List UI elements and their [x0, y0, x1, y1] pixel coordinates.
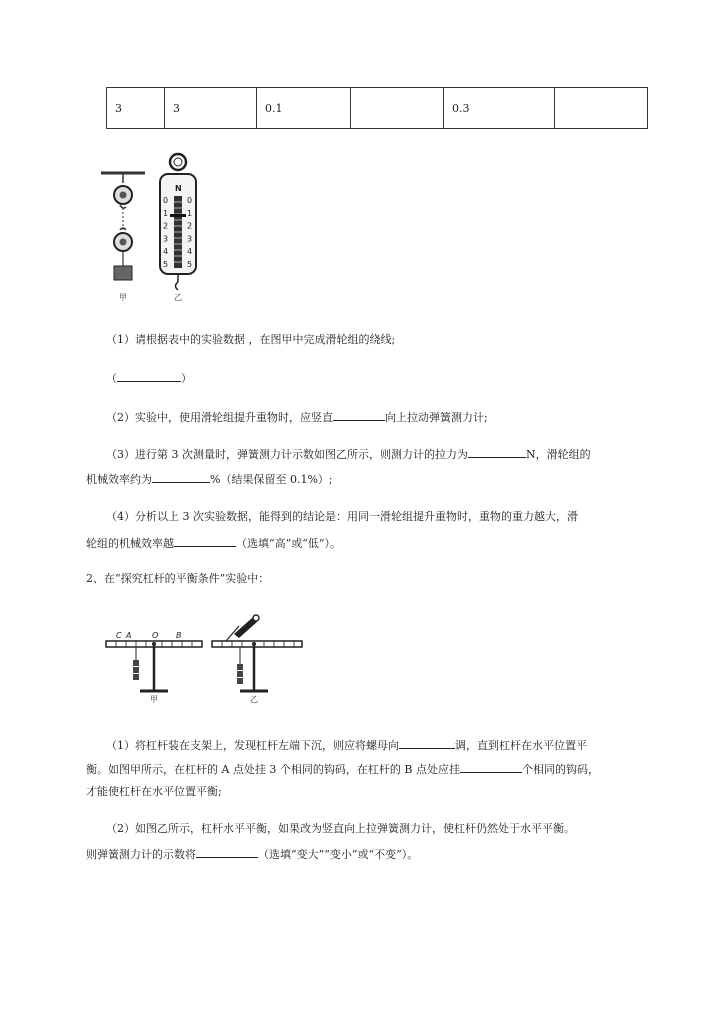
q1-part3-text: （3）进行第 3 次测量时，弹簧测力计示数如图乙所示，则测力计的拉力为: [106, 448, 468, 461]
scale-tick-label: 2: [163, 221, 169, 231]
q1-part3-line1: [106, 446, 591, 462]
answer-blank[interactable]: [117, 370, 181, 382]
q2-part1-line1: [106, 737, 587, 753]
q1-part3-text-unit: N，滑轮组的: [526, 448, 591, 461]
scale-tick-label: 3: [163, 234, 169, 244]
scale-tick-label: 4: [187, 247, 193, 257]
q1-part3-text-end: %（结果保留至 0.1%）;: [210, 473, 333, 486]
scale-tick-label: 5: [187, 260, 193, 269]
lever-label-jia: 甲: [150, 695, 158, 704]
point-label-o: O: [152, 631, 159, 640]
scale-tick-label: 0: [163, 196, 169, 205]
q2-part1-text-4: 个相同的钩码，: [522, 763, 600, 776]
answer-blank[interactable]: [333, 409, 385, 421]
q2-part2-line1: （2）如图乙所示，杠杆水平平衡，如果改为竖直向上拉弹簧测力计，使杠杆仍然处于水平平衡。: [106, 822, 575, 835]
q1-part3-text-2: 机械效率约为: [86, 473, 152, 486]
q2-part2-text-end: （选填“变大”“变小”或“不变”）。: [258, 848, 419, 861]
table-cell: [351, 88, 444, 129]
q1-part2-text: （2）实验中，使用滑轮组提升重物时，应竖直: [106, 411, 333, 424]
figure-label-yi: 乙: [174, 293, 182, 302]
answer-blank[interactable]: [399, 737, 455, 749]
q1-part1: （1）请根据表中的实验数据 ，在图甲中完成滑轮组的绕线;: [106, 333, 396, 346]
table-cell: 0.3: [444, 88, 555, 129]
scale-tick-label: 2: [187, 221, 193, 231]
lever-label-yi: 乙: [250, 695, 258, 704]
scale-unit: N: [175, 184, 182, 193]
spring-scale-diagram: [160, 154, 196, 290]
paren-close: ）: [181, 372, 192, 385]
point-label-c: C: [116, 631, 122, 640]
q1-part4-text: 轮组的机械效率越: [86, 537, 174, 550]
lever-figure: [104, 612, 304, 704]
q1-part4-line2: [86, 535, 341, 551]
q2-part1-line3: 才能使杠杆在水平位置平衡;: [86, 785, 222, 798]
pulley-spring-figure: [98, 150, 208, 305]
table-cell: 0.1: [257, 88, 351, 129]
data-table: [106, 87, 648, 129]
answer-blank[interactable]: [460, 761, 522, 773]
lever-diagram-jia: [106, 631, 202, 704]
scale-tick-label: 0: [187, 196, 193, 205]
scale-tick-label: 1: [187, 208, 193, 218]
q2-part1-text: （1）将杠杆装在支架上，发现杠杆左端下沉，则应将螺母向: [106, 739, 399, 752]
lever-diagram-yi: [212, 615, 302, 704]
answer-blank[interactable]: [196, 846, 258, 858]
answer-blank[interactable]: [152, 471, 210, 483]
q2-part1-text-2: 调，直到杠杆在水平位置平: [455, 739, 587, 752]
q1-part4-text-end: （选填“高”或“低”）。: [236, 537, 341, 550]
answer-blank[interactable]: [174, 535, 236, 547]
q2-part1-text-3: 衡。如图甲所示，在杠杆的 A 点处挂 3 个相同的钩码，在杠杆的 B 点处应挂: [86, 763, 461, 776]
q2-title: 2、在“探究杠杆的平衡条件”实验中：: [86, 572, 270, 585]
q1-part4-line1: （4）分析以上 3 次实验数据，能得到的结论是：用同一滑轮组提升重物时，重物的重力越大，滑: [106, 510, 578, 523]
table-cell: 3: [165, 88, 257, 129]
figure-label-jia: 甲: [119, 293, 127, 302]
q2-part2-line2: [86, 846, 418, 862]
q2-part2-text: 则弹簧测力计的示数将: [86, 848, 196, 861]
q1-part1-answer: [106, 370, 192, 386]
scale-tick-label: 3: [187, 234, 193, 244]
q1-part3-line2: [86, 471, 333, 487]
table-cell: [555, 88, 648, 129]
answer-blank[interactable]: [468, 446, 526, 458]
paren-open: （: [106, 372, 117, 385]
point-label-a: A: [126, 631, 132, 640]
scale-tick-label: 5: [163, 260, 169, 269]
q2-part1-line2: [86, 761, 599, 777]
scale-tick-label: 1: [163, 208, 169, 218]
scale-tick-label: 4: [163, 247, 169, 257]
q1-part2: [106, 409, 488, 425]
point-label-b: B: [176, 631, 182, 640]
pulley-system-diagram: [101, 173, 145, 280]
q1-part2-text-end: 向上拉动弹簧测力计;: [385, 411, 488, 424]
table-row: [107, 88, 648, 129]
table-cell: 3: [107, 88, 165, 129]
